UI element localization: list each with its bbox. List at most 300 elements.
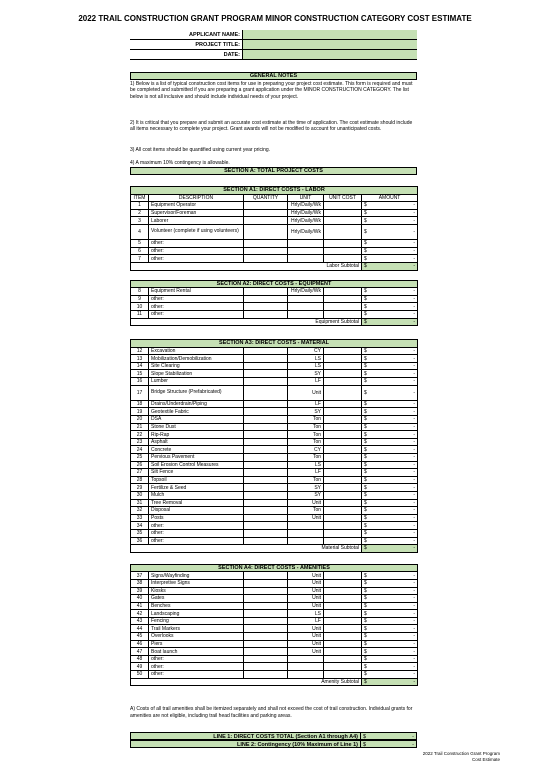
unit-cell: SY bbox=[288, 491, 324, 499]
unit-cost-cell[interactable] bbox=[324, 303, 362, 311]
unit-cost-cell[interactable] bbox=[324, 610, 362, 618]
item-number: 40 bbox=[131, 595, 149, 603]
item-number: 20 bbox=[131, 416, 149, 424]
item-description: Mulch bbox=[149, 491, 244, 499]
quantity-cell[interactable] bbox=[244, 514, 288, 522]
item-number: 44 bbox=[131, 625, 149, 633]
quantity-cell[interactable] bbox=[244, 423, 288, 431]
column-header-description: DESCRIPTION bbox=[149, 194, 244, 202]
unit-cell: Unit bbox=[288, 499, 324, 507]
quantity-cell[interactable] bbox=[244, 378, 288, 386]
amount-cell bbox=[362, 610, 418, 618]
item-description: Bridge Structure (Prefabricated) bbox=[149, 385, 244, 400]
amount-value: - bbox=[413, 439, 416, 446]
unit-cost-cell[interactable] bbox=[324, 529, 362, 537]
currency-symbol: $ bbox=[364, 522, 367, 529]
item-number: 27 bbox=[131, 469, 149, 477]
amount-value: - bbox=[413, 648, 416, 655]
item-number: 7 bbox=[131, 255, 149, 263]
item-description: Signs/Wayfinding bbox=[149, 572, 244, 580]
quantity-cell[interactable] bbox=[244, 640, 288, 648]
currency-symbol: $ bbox=[364, 423, 367, 430]
quantity-cell[interactable] bbox=[244, 431, 288, 439]
quantity-cell[interactable] bbox=[244, 625, 288, 633]
quantity-cell[interactable] bbox=[244, 303, 288, 311]
page-footer bbox=[423, 751, 500, 763]
unit-cost-cell[interactable] bbox=[324, 209, 362, 217]
amenities-subtotal-row bbox=[131, 678, 418, 686]
currency-symbol: $ bbox=[364, 389, 367, 396]
amenities-section-heading: SECTION A4: DIRECT COSTS - AMENITIES bbox=[131, 564, 418, 572]
amount-cell bbox=[362, 423, 418, 431]
amount-value: - bbox=[413, 217, 416, 224]
amount-cell bbox=[362, 655, 418, 663]
amount-value: - bbox=[413, 229, 416, 236]
equipment-subtotal-label: Equipment Subtotal bbox=[131, 318, 362, 326]
quantity-cell[interactable] bbox=[244, 499, 288, 507]
material-subtotal-label: Material Subtotal bbox=[131, 545, 362, 553]
item-number: 16 bbox=[131, 378, 149, 386]
unit-cell: Unit bbox=[288, 602, 324, 610]
amount-value: - bbox=[413, 530, 416, 537]
item-number: 50 bbox=[131, 671, 149, 679]
unit-cost-cell[interactable] bbox=[324, 640, 362, 648]
unit-cell: Unit bbox=[288, 633, 324, 641]
table-row bbox=[131, 416, 418, 424]
item-number: 48 bbox=[131, 655, 149, 663]
amount-cell bbox=[362, 461, 418, 469]
unit-cell: LS bbox=[288, 355, 324, 363]
item-description: Benches bbox=[149, 602, 244, 610]
amount-cell bbox=[362, 224, 418, 239]
item-number: 11 bbox=[131, 310, 149, 318]
unit-cell bbox=[288, 655, 324, 663]
table-row bbox=[131, 529, 418, 537]
currency-symbol: $ bbox=[364, 255, 367, 262]
unit-cost-cell[interactable] bbox=[324, 537, 362, 545]
currency-symbol: $ bbox=[364, 484, 367, 491]
amount-value: - bbox=[413, 347, 416, 354]
table-row bbox=[131, 671, 418, 679]
unit-cost-cell[interactable] bbox=[324, 617, 362, 625]
table-row bbox=[131, 617, 418, 625]
material-subtotal-row bbox=[131, 545, 418, 553]
quantity-cell[interactable] bbox=[244, 446, 288, 454]
quantity-cell[interactable] bbox=[244, 663, 288, 671]
amount-cell bbox=[362, 671, 418, 679]
unit-cost-cell[interactable] bbox=[324, 202, 362, 210]
currency-symbol: $ bbox=[364, 355, 367, 362]
quantity-cell[interactable] bbox=[244, 648, 288, 656]
unit-cost-cell[interactable] bbox=[324, 400, 362, 408]
labor-subtotal-row bbox=[131, 262, 418, 270]
date-label: DATE: bbox=[223, 52, 240, 58]
general-note-1: 1) Below is a list of typical construction cost items for use in preparing your project cost estimate. This form is required and must be completed and submitted if you are preparing a grant application under the MINOR CONSTRUCTION CATEGORY. The list below is not all inclusive and should include individual needs of your project. bbox=[130, 81, 413, 100]
unit-cost-cell[interactable] bbox=[324, 347, 362, 355]
amount-value: - bbox=[413, 446, 416, 453]
currency-symbol: $ bbox=[364, 640, 367, 647]
amount-cell bbox=[362, 347, 418, 355]
unit-cost-cell[interactable] bbox=[324, 438, 362, 446]
item-description: other: bbox=[149, 247, 244, 255]
unit-cost-cell[interactable] bbox=[324, 408, 362, 416]
table-row bbox=[131, 648, 418, 656]
currency-symbol: $ bbox=[364, 507, 367, 514]
unit-cell: SY bbox=[288, 484, 324, 492]
amount-value: - bbox=[413, 507, 416, 514]
footer-line-2: Cost Estimate bbox=[471, 757, 500, 762]
quantity-cell[interactable] bbox=[244, 602, 288, 610]
quantity-cell[interactable] bbox=[244, 438, 288, 446]
currency-symbol: $ bbox=[364, 515, 367, 522]
line-1-amount: $ - bbox=[361, 732, 417, 740]
item-number: 30 bbox=[131, 491, 149, 499]
quantity-cell[interactable] bbox=[244, 416, 288, 424]
unit-cell bbox=[288, 671, 324, 679]
currency-symbol: $ bbox=[364, 454, 367, 461]
unit-cost-cell[interactable] bbox=[324, 247, 362, 255]
unit-cell bbox=[288, 247, 324, 255]
item-description: Tree Removal bbox=[149, 499, 244, 507]
unit-cost-cell[interactable] bbox=[324, 416, 362, 424]
quantity-cell[interactable] bbox=[244, 240, 288, 248]
unit-cost-cell[interactable] bbox=[324, 499, 362, 507]
amount-cell bbox=[362, 514, 418, 522]
item-number: 5 bbox=[131, 240, 149, 248]
unit-cell: Ton bbox=[288, 454, 324, 462]
unit-cell: Ton bbox=[288, 431, 324, 439]
quantity-cell[interactable] bbox=[244, 522, 288, 530]
item-description: Mobilization/Demobilization bbox=[149, 355, 244, 363]
unit-cost-cell[interactable] bbox=[324, 461, 362, 469]
unit-cell: CY bbox=[288, 347, 324, 355]
item-description: Soil Erosion Control Measures bbox=[149, 461, 244, 469]
amount-cell bbox=[362, 370, 418, 378]
item-description: other: bbox=[149, 663, 244, 671]
unit-cost-cell[interactable] bbox=[324, 522, 362, 530]
amount-cell bbox=[362, 385, 418, 400]
quantity-cell[interactable] bbox=[244, 476, 288, 484]
unit-cost-cell[interactable] bbox=[324, 595, 362, 603]
section-gap bbox=[131, 270, 418, 280]
amount-value: - bbox=[413, 587, 416, 594]
item-number: 41 bbox=[131, 602, 149, 610]
item-number: 31 bbox=[131, 499, 149, 507]
quantity-cell[interactable] bbox=[244, 295, 288, 303]
item-description: Geotextile Fabric bbox=[149, 408, 244, 416]
quantity-cell[interactable] bbox=[244, 408, 288, 416]
quantity-cell[interactable] bbox=[244, 595, 288, 603]
amount-value: - bbox=[413, 595, 416, 602]
unit-cell: Unit bbox=[288, 625, 324, 633]
item-number: 15 bbox=[131, 370, 149, 378]
item-number: 26 bbox=[131, 461, 149, 469]
amount-cell bbox=[362, 499, 418, 507]
project-title-field[interactable] bbox=[242, 40, 417, 49]
amount-value: - bbox=[413, 633, 416, 640]
currency-symbol: $ bbox=[364, 296, 367, 303]
unit-cell: CY bbox=[288, 446, 324, 454]
amount-cell bbox=[362, 476, 418, 484]
amount-cell bbox=[362, 484, 418, 492]
currency-symbol: $ bbox=[364, 492, 367, 499]
unit-cost-cell[interactable] bbox=[324, 476, 362, 484]
line-2-label: LINE 2: Contingency (10% Maximum of Line 1) bbox=[130, 740, 361, 748]
line-1-row bbox=[130, 732, 417, 740]
item-description: Kiosks bbox=[149, 587, 244, 595]
amount-cell bbox=[362, 579, 418, 587]
unit-cost-cell[interactable] bbox=[324, 579, 362, 587]
currency-symbol: $ bbox=[364, 248, 367, 255]
amount-value: - bbox=[413, 610, 416, 617]
quantity-cell[interactable] bbox=[244, 202, 288, 210]
quantity-cell[interactable] bbox=[244, 310, 288, 318]
quantity-cell[interactable] bbox=[244, 461, 288, 469]
quantity-cell[interactable] bbox=[244, 537, 288, 545]
item-description: Asphalt bbox=[149, 438, 244, 446]
item-number: 13 bbox=[131, 355, 149, 363]
amount-value: - bbox=[413, 663, 416, 670]
amount-value: - bbox=[413, 618, 416, 625]
applicant-name-field[interactable] bbox=[242, 30, 417, 39]
item-description: Slope Stabilization bbox=[149, 370, 244, 378]
quantity-cell[interactable] bbox=[244, 385, 288, 400]
currency-symbol: $ bbox=[364, 602, 367, 609]
quantity-cell[interactable] bbox=[244, 579, 288, 587]
item-number: 37 bbox=[131, 572, 149, 580]
unit-cell: Unit bbox=[288, 648, 324, 656]
item-description: Rip-Rap bbox=[149, 431, 244, 439]
quantity-cell[interactable] bbox=[244, 255, 288, 263]
unit-cost-cell[interactable] bbox=[324, 454, 362, 462]
column-header-item: ITEM bbox=[131, 194, 149, 202]
quantity-cell[interactable] bbox=[244, 655, 288, 663]
unit-cost-cell[interactable] bbox=[324, 310, 362, 318]
unit-cost-cell[interactable] bbox=[324, 633, 362, 641]
unit-cell: LF bbox=[288, 617, 324, 625]
unit-cost-cell[interactable] bbox=[324, 625, 362, 633]
unit-cell: Hrly/Daily/Wk bbox=[288, 288, 324, 296]
unit-cost-cell[interactable] bbox=[324, 217, 362, 225]
quantity-cell[interactable] bbox=[244, 491, 288, 499]
item-description: Lumber bbox=[149, 378, 244, 386]
amount-value: - bbox=[413, 537, 416, 544]
unit-cost-cell[interactable] bbox=[324, 491, 362, 499]
amount-value: - bbox=[413, 389, 416, 396]
unit-cell bbox=[288, 522, 324, 530]
unit-cell: Hrly/Daily/Wk bbox=[288, 202, 324, 210]
quantity-cell[interactable] bbox=[244, 347, 288, 355]
unit-cost-cell[interactable] bbox=[324, 587, 362, 595]
quantity-cell[interactable] bbox=[244, 572, 288, 580]
unit-cell: LS bbox=[288, 610, 324, 618]
amount-cell bbox=[362, 255, 418, 263]
unit-cost-cell[interactable] bbox=[324, 507, 362, 515]
item-number: 12 bbox=[131, 347, 149, 355]
item-number: 34 bbox=[131, 522, 149, 530]
item-number: 4 bbox=[131, 224, 149, 239]
item-description: DSA bbox=[149, 416, 244, 424]
amount-value: - bbox=[413, 363, 416, 370]
item-description: Silt Fence bbox=[149, 469, 244, 477]
item-description: other: bbox=[149, 529, 244, 537]
amount-value: - bbox=[413, 602, 416, 609]
amount-cell bbox=[362, 537, 418, 545]
quantity-cell[interactable] bbox=[244, 617, 288, 625]
quantity-cell[interactable] bbox=[244, 247, 288, 255]
applicant-name-label: APPLICANT NAME: bbox=[188, 32, 240, 38]
quantity-cell[interactable] bbox=[244, 587, 288, 595]
date-field[interactable] bbox=[242, 50, 417, 59]
amount-cell bbox=[362, 648, 418, 656]
unit-cost-cell[interactable] bbox=[324, 385, 362, 400]
unit-cost-cell[interactable] bbox=[324, 255, 362, 263]
amount-cell bbox=[362, 303, 418, 311]
item-number: 14 bbox=[131, 362, 149, 370]
table-row bbox=[131, 446, 418, 454]
quantity-cell[interactable] bbox=[244, 633, 288, 641]
unit-cost-cell[interactable] bbox=[324, 378, 362, 386]
labor-subtotal-amount: $ - bbox=[362, 262, 418, 270]
table-row bbox=[131, 408, 418, 416]
quantity-cell[interactable] bbox=[244, 529, 288, 537]
item-number: 23 bbox=[131, 438, 149, 446]
amount-value: - bbox=[413, 461, 416, 468]
unit-cost-cell[interactable] bbox=[324, 355, 362, 363]
item-description: Drains/Underdrain/Piping bbox=[149, 400, 244, 408]
item-description: Fencing bbox=[149, 617, 244, 625]
unit-cost-cell[interactable] bbox=[324, 224, 362, 239]
currency-symbol: $ bbox=[364, 311, 367, 318]
amount-value: - bbox=[413, 240, 416, 247]
item-description: Supervisor/Foreman bbox=[149, 209, 244, 217]
project-title-label: PROJECT TITLE: bbox=[195, 42, 240, 48]
item-number: 21 bbox=[131, 423, 149, 431]
unit-cost-cell[interactable] bbox=[324, 602, 362, 610]
quantity-cell[interactable] bbox=[244, 362, 288, 370]
amount-cell bbox=[362, 431, 418, 439]
amount-value: - bbox=[413, 423, 416, 430]
line-2-amount[interactable]: $ - bbox=[361, 740, 417, 748]
table-row bbox=[131, 217, 418, 225]
cost-estimate-table bbox=[130, 186, 418, 686]
quantity-cell[interactable] bbox=[244, 507, 288, 515]
amount-cell bbox=[362, 209, 418, 217]
unit-cost-cell[interactable] bbox=[324, 514, 362, 522]
project-title-row bbox=[130, 40, 417, 50]
item-number: 35 bbox=[131, 529, 149, 537]
item-description: Interpretive Signs bbox=[149, 579, 244, 587]
table-row bbox=[131, 310, 418, 318]
item-description: Piers bbox=[149, 640, 244, 648]
unit-cell: Unit bbox=[288, 640, 324, 648]
unit-cell: Ton bbox=[288, 476, 324, 484]
unit-cost-cell[interactable] bbox=[324, 370, 362, 378]
currency-symbol: $ bbox=[364, 446, 367, 453]
quantity-cell[interactable] bbox=[244, 209, 288, 217]
unit-cost-cell[interactable] bbox=[324, 572, 362, 580]
unit-cell: Hrly/Daily/Wk bbox=[288, 217, 324, 225]
currency-symbol: $ bbox=[364, 648, 367, 655]
amount-cell bbox=[362, 288, 418, 296]
table-row bbox=[131, 224, 418, 239]
amount-value: - bbox=[413, 469, 416, 476]
item-number: 33 bbox=[131, 514, 149, 522]
unit-cell: Hrly/Daily/Wk bbox=[288, 209, 324, 217]
table-row bbox=[131, 303, 418, 311]
amount-value: - bbox=[413, 671, 416, 678]
unit-cost-cell[interactable] bbox=[324, 469, 362, 477]
unit-cost-cell[interactable] bbox=[324, 663, 362, 671]
table-row bbox=[131, 469, 418, 477]
unit-cell: LS bbox=[288, 461, 324, 469]
item-description: Gates bbox=[149, 595, 244, 603]
quantity-cell[interactable] bbox=[244, 355, 288, 363]
unit-cost-cell[interactable] bbox=[324, 288, 362, 296]
section-a-heading: SECTION A: TOTAL PROJECT COSTS bbox=[130, 167, 417, 175]
table-row bbox=[131, 255, 418, 263]
unit-cost-cell[interactable] bbox=[324, 655, 362, 663]
quantity-cell[interactable] bbox=[244, 370, 288, 378]
quantity-cell[interactable] bbox=[244, 217, 288, 225]
amount-value: - bbox=[413, 656, 416, 663]
quantity-cell[interactable] bbox=[244, 469, 288, 477]
table-row bbox=[131, 209, 418, 217]
unit-cost-cell[interactable] bbox=[324, 648, 362, 656]
quantity-cell[interactable] bbox=[244, 484, 288, 492]
totals bbox=[130, 732, 417, 748]
unit-cell: Unit bbox=[288, 572, 324, 580]
quantity-cell[interactable] bbox=[244, 454, 288, 462]
quantity-cell[interactable] bbox=[244, 224, 288, 239]
unit-cost-cell[interactable] bbox=[324, 446, 362, 454]
unit-cost-cell[interactable] bbox=[324, 484, 362, 492]
unit-cost-cell[interactable] bbox=[324, 362, 362, 370]
table-row bbox=[131, 431, 418, 439]
column-header-quantity: QUANTITY bbox=[244, 194, 288, 202]
item-description: other: bbox=[149, 240, 244, 248]
amount-cell bbox=[362, 663, 418, 671]
item-number: 49 bbox=[131, 663, 149, 671]
table-row bbox=[131, 633, 418, 641]
unit-cost-cell[interactable] bbox=[324, 423, 362, 431]
unit-cost-cell[interactable] bbox=[324, 295, 362, 303]
unit-cost-cell[interactable] bbox=[324, 240, 362, 248]
unit-cell bbox=[288, 663, 324, 671]
amount-value: - bbox=[413, 431, 416, 438]
amount-cell bbox=[362, 529, 418, 537]
unit-cost-cell[interactable] bbox=[324, 431, 362, 439]
amount-value: - bbox=[413, 522, 416, 529]
table-row bbox=[131, 240, 418, 248]
general-note-4: 4) A maximum 10% contingency is allowable. bbox=[130, 160, 230, 166]
item-number: 3 bbox=[131, 217, 149, 225]
unit-cell bbox=[288, 295, 324, 303]
amount-cell bbox=[362, 633, 418, 641]
quantity-cell[interactable] bbox=[244, 610, 288, 618]
unit-cost-cell[interactable] bbox=[324, 671, 362, 679]
amount-value: - bbox=[413, 408, 416, 415]
quantity-cell[interactable] bbox=[244, 288, 288, 296]
amount-value: - bbox=[413, 255, 416, 262]
item-number: 39 bbox=[131, 587, 149, 595]
currency-symbol: $ bbox=[364, 378, 367, 385]
item-description: Boat launch bbox=[149, 648, 244, 656]
table-row bbox=[131, 663, 418, 671]
quantity-cell[interactable] bbox=[244, 400, 288, 408]
section-gap bbox=[131, 326, 418, 340]
quantity-cell[interactable] bbox=[244, 671, 288, 679]
